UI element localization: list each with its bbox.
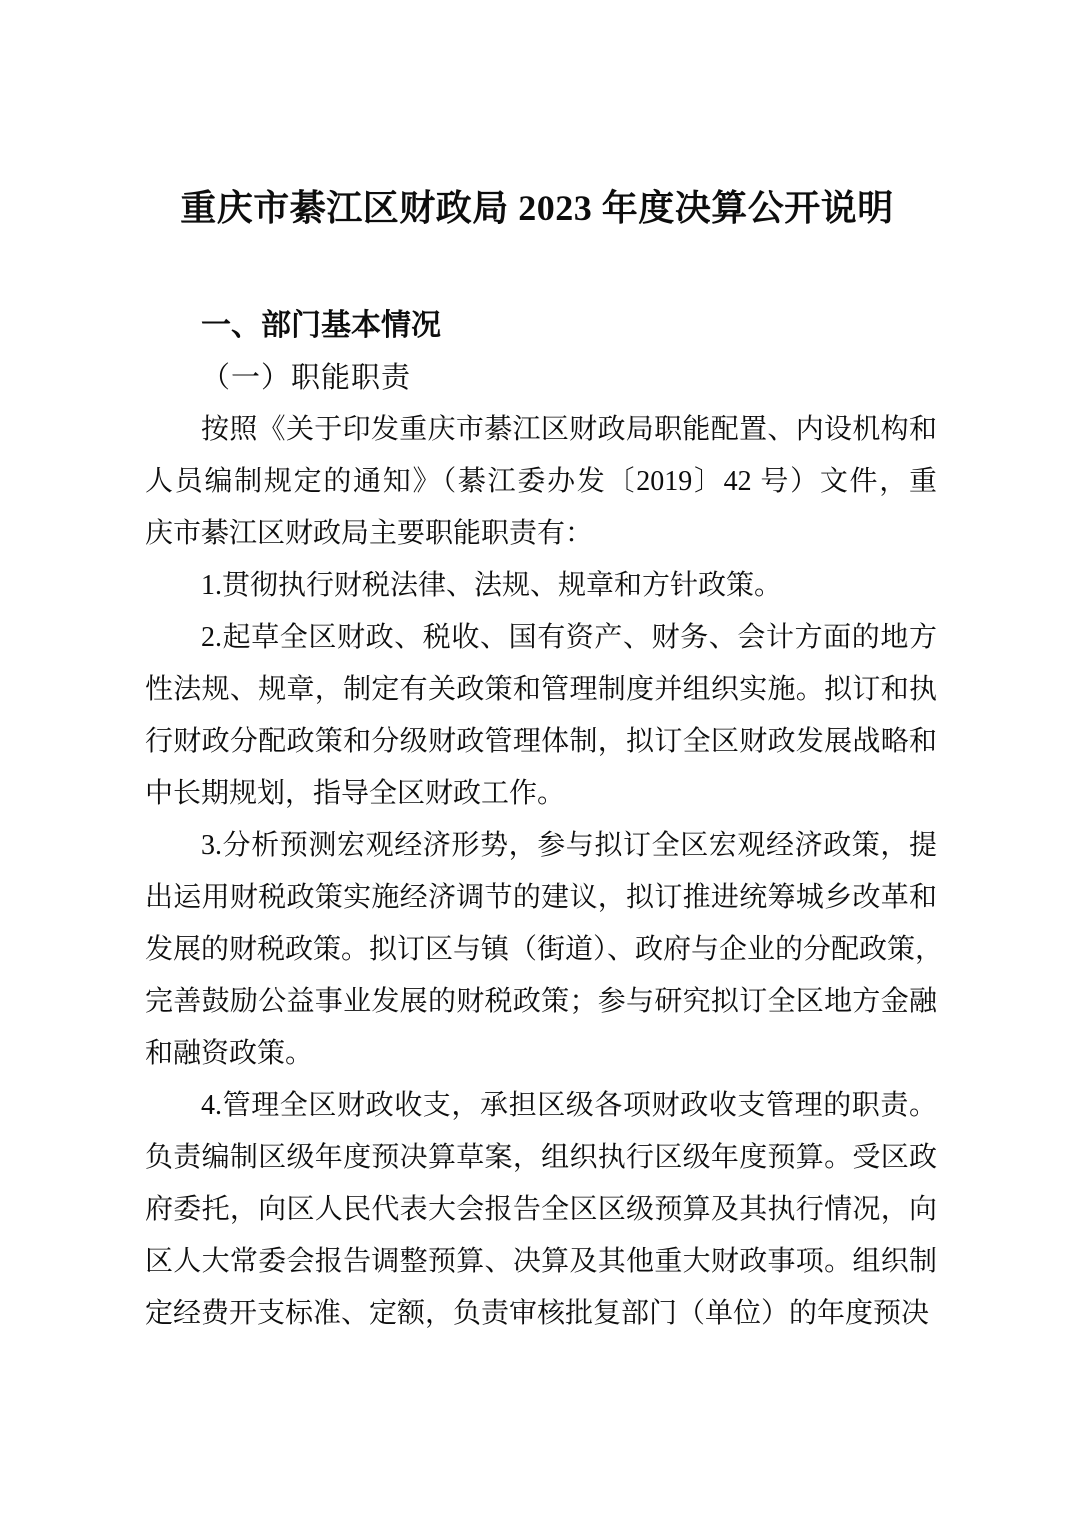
text-line: 负责编制区级年度预决算草案，组织执行区级年度预算。受区政 — [145, 1142, 937, 1173]
text-line: 和融资政策。 — [145, 1038, 314, 1069]
text-line: 中长期规划，指导全区财政工作。 — [145, 778, 566, 809]
text-line: 人员编制规定的通知》（綦江委办发〔2019〕42 号）文件，重 — [145, 466, 937, 497]
paragraph — [145, 820, 944, 1080]
text-line: 2.起草全区财政、税收、国有资产、财务、会计方面的地方 — [201, 622, 937, 653]
document-body — [145, 300, 944, 1340]
document-title: 重庆市綦江区财政局 2023 年度决算公开说明 — [180, 188, 894, 228]
text-line: 4.管理全区财政收支，承担区级各项财政收支管理的职责。 — [201, 1090, 937, 1121]
section-heading: 一、部门基本情况 — [201, 309, 441, 342]
text-line: 庆市綦江区财政局主要职能职责有： — [145, 518, 594, 549]
text-line: 按照《关于印发重庆市綦江区财政局职能配置、内设机构和 — [201, 414, 937, 445]
paragraph — [145, 612, 937, 820]
paragraph — [145, 560, 937, 612]
paragraph — [145, 404, 937, 560]
text-line: 完善鼓励公益事业发展的财税政策；参与研究拟订全区地方金融 — [145, 986, 937, 1017]
text-line: 发展的财税政策。拟订区与镇（街道）、政府与企业的分配政策， — [145, 934, 944, 965]
text-line: 1.贯彻执行财税法律、法规、规章和方针政策。 — [201, 570, 783, 601]
text-line: 3.分析预测宏观经济形势，参与拟订全区宏观经济政策，提 — [201, 830, 937, 861]
text-line: 性法规、规章，制定有关政策和管理制度并组织实施。拟订和执 — [145, 674, 937, 705]
text-line: 府委托，向区人民代表大会报告全区区级预算及其执行情况，向 — [145, 1194, 937, 1225]
paragraph — [145, 1080, 937, 1340]
text-line: 定经费开支标准、定额，负责审核批复部门（单位）的年度预决 — [145, 1298, 930, 1329]
text-line: 出运用财税政策实施经济调节的建议，拟订推进统筹城乡改革和 — [145, 882, 937, 913]
text-line: 区人大常委会报告调整预算、决算及其他重大财政事项。组织制 — [145, 1246, 937, 1277]
text-line: 行财政分配政策和分级财政管理体制，拟订全区财政发展战略和 — [145, 726, 937, 757]
subsection-heading: （一）职能职责 — [201, 362, 412, 394]
